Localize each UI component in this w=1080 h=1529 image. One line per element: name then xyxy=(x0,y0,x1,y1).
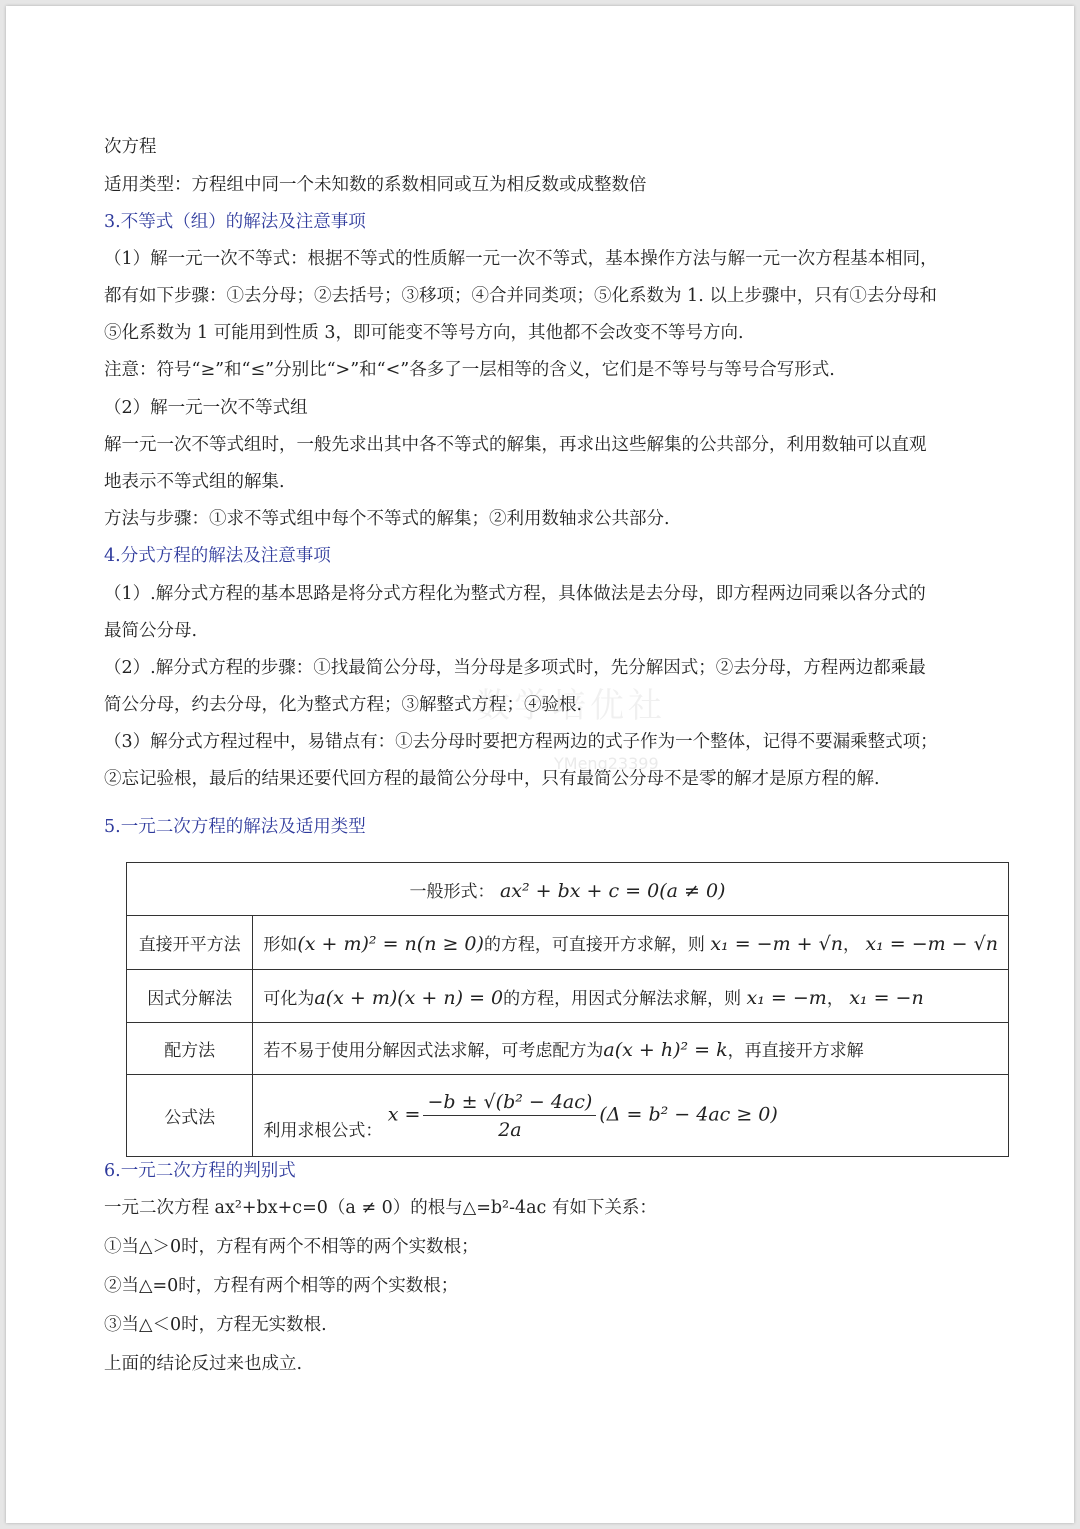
table-row xyxy=(127,970,1009,1023)
formula: a(x + h)² = k xyxy=(603,1039,728,1061)
method-description xyxy=(253,1075,1009,1157)
table-row xyxy=(127,916,1009,970)
text-line: 次方程 xyxy=(104,137,157,157)
root-formula: x₁ = −m xyxy=(746,986,827,1009)
text-line: ⑤化系数为 1 可能用到性质 3，即可能变不等号方向，其他都不会改变不等号方向. xyxy=(104,323,744,343)
desc-text: 的方程，可直接开方求解，则 xyxy=(483,935,705,955)
formula: a(x + m)(x + n) = 0 xyxy=(314,986,504,1009)
text-line: 一元二次方程 ax²+bx+c=0（a ≠ 0）的根与△=b²-4ac 有如下关系： xyxy=(104,1198,657,1218)
method-name: 因式分解法 xyxy=(127,970,253,1023)
text-line: 最简公分母. xyxy=(104,621,198,641)
text-line: 解一元一次不等式组时，一般先求出其中各不等式的解集，再求出这些解集的公共部分，利用数轴可以直观 xyxy=(104,435,927,455)
method-description xyxy=(253,970,1009,1023)
text-line: ①当△＞0时，方程有两个不相等的两个实数根； xyxy=(104,1237,479,1257)
discriminant-condition: (Δ = b² − 4ac ≥ 0) xyxy=(599,1103,778,1125)
desc-text: ，再直接开方求解 xyxy=(727,1041,864,1061)
text-line: 方法与步骤：①求不等式组中每个不等式的解集；②利用数轴求公共部分. xyxy=(104,509,670,529)
fraction-denominator: 2a xyxy=(498,1118,522,1141)
general-form-label: 一般形式： xyxy=(409,881,495,902)
method-name: 直接开平方法 xyxy=(127,916,253,970)
text-line: 注意：符号“≥”和“≤”分别比“>”和“<”各多了一层相等的含义，它们是不等号与等号合写形式. xyxy=(104,360,835,380)
fraction-numerator: −b ± √(b² − 4ac) xyxy=(423,1091,596,1116)
text-line: 都有如下步骤：①去分母；②去括号；③移项；④合并同类项；⑤化系数为 1. 以上步骤中，只有①去分母和 xyxy=(104,286,937,306)
text-line: ②忘记验根，最后的结果还要代回方程的最简公分母中，只有最简公分母不是零的解才是原方程的解. xyxy=(104,769,880,789)
desc-text: 可化为 xyxy=(263,988,315,1009)
watermark: 数学培优社 xyxy=(476,686,666,726)
quadratic-formula-fraction xyxy=(423,1091,596,1141)
method-name: 配方法 xyxy=(127,1023,253,1075)
text-line: ③当△＜0时，方程无实数根. xyxy=(104,1315,327,1335)
formula-lhs: x = xyxy=(387,1103,421,1125)
separator: ， xyxy=(826,988,844,1009)
text-line: 简公分母，约去分母，化为整式方程；③解整式方程；④验根. xyxy=(104,695,583,715)
watermark-id: YMeng23399 xyxy=(554,754,659,773)
text-line: （2）.解分式方程的步骤：①找最简公分母，当分母是多项式时，先分解因式；②去分母，方程两边都乘最 xyxy=(104,658,926,678)
section-heading-5: 5.一元二次方程的解法及适用类型 xyxy=(104,817,366,837)
method-name: 公式法 xyxy=(127,1075,253,1157)
table-row xyxy=(127,1023,1009,1075)
desc-text: 若不易于使用分解因式法求解，可考虑配方为 xyxy=(263,1041,604,1061)
method-description xyxy=(253,916,1009,970)
method-description xyxy=(253,1023,1009,1075)
desc-text: 利用求根公式： xyxy=(263,1120,383,1141)
text-line: 适用类型：方程组中同一个未知数的系数相同或互为相反数或成整数倍 xyxy=(104,175,647,195)
separator: ， xyxy=(842,935,860,955)
text-line: ②当△=0时，方程有两个相等的两个实数根； xyxy=(104,1276,459,1296)
text-line: （1）解一元一次不等式：根据不等式的性质解一元一次不等式，基本操作方法与解一元一次方程基本相同， xyxy=(104,249,938,269)
general-form-cell xyxy=(127,863,1009,916)
section-heading-3: 3.不等式（组）的解法及注意事项 xyxy=(104,212,366,232)
formula: (x + m)² = n(n ≥ 0) xyxy=(297,933,484,955)
text-line: （2）解一元一次不等式组 xyxy=(104,398,308,418)
root-formula: x₁ = −n xyxy=(849,986,924,1009)
text-line: （3）解分式方程过程中，易错点有：①去分母时要把方程两边的式子作为一个整体，记得不要漏乘整式项； xyxy=(104,732,938,752)
desc-text: 的方程，用因式分解法求解，则 xyxy=(503,988,742,1009)
solution-methods-table xyxy=(126,862,1009,1157)
table-header-row xyxy=(127,863,1009,916)
section-heading-6: 6.一元二次方程的判别式 xyxy=(104,1161,296,1181)
text-line: （1）.解分式方程的基本思路是将分式方程化为整式方程，具体做法是去分母，即方程两边同乘以各分式的 xyxy=(104,584,926,604)
text-line: 地表示不等式组的解集. xyxy=(104,472,285,492)
general-form-formula: ax² + bx + c = 0(a ≠ 0) xyxy=(499,879,726,902)
table-row xyxy=(127,1075,1009,1157)
root-formula: x₁ = −m − √n xyxy=(865,933,998,955)
document-page xyxy=(6,6,1074,1523)
root-formula: x₁ = −m + √n xyxy=(710,933,843,955)
section-heading-4: 4.分式方程的解法及注意事项 xyxy=(104,546,331,566)
text-line: 上面的结论反过来也成立. xyxy=(104,1354,303,1374)
desc-text: 形如 xyxy=(263,935,298,955)
